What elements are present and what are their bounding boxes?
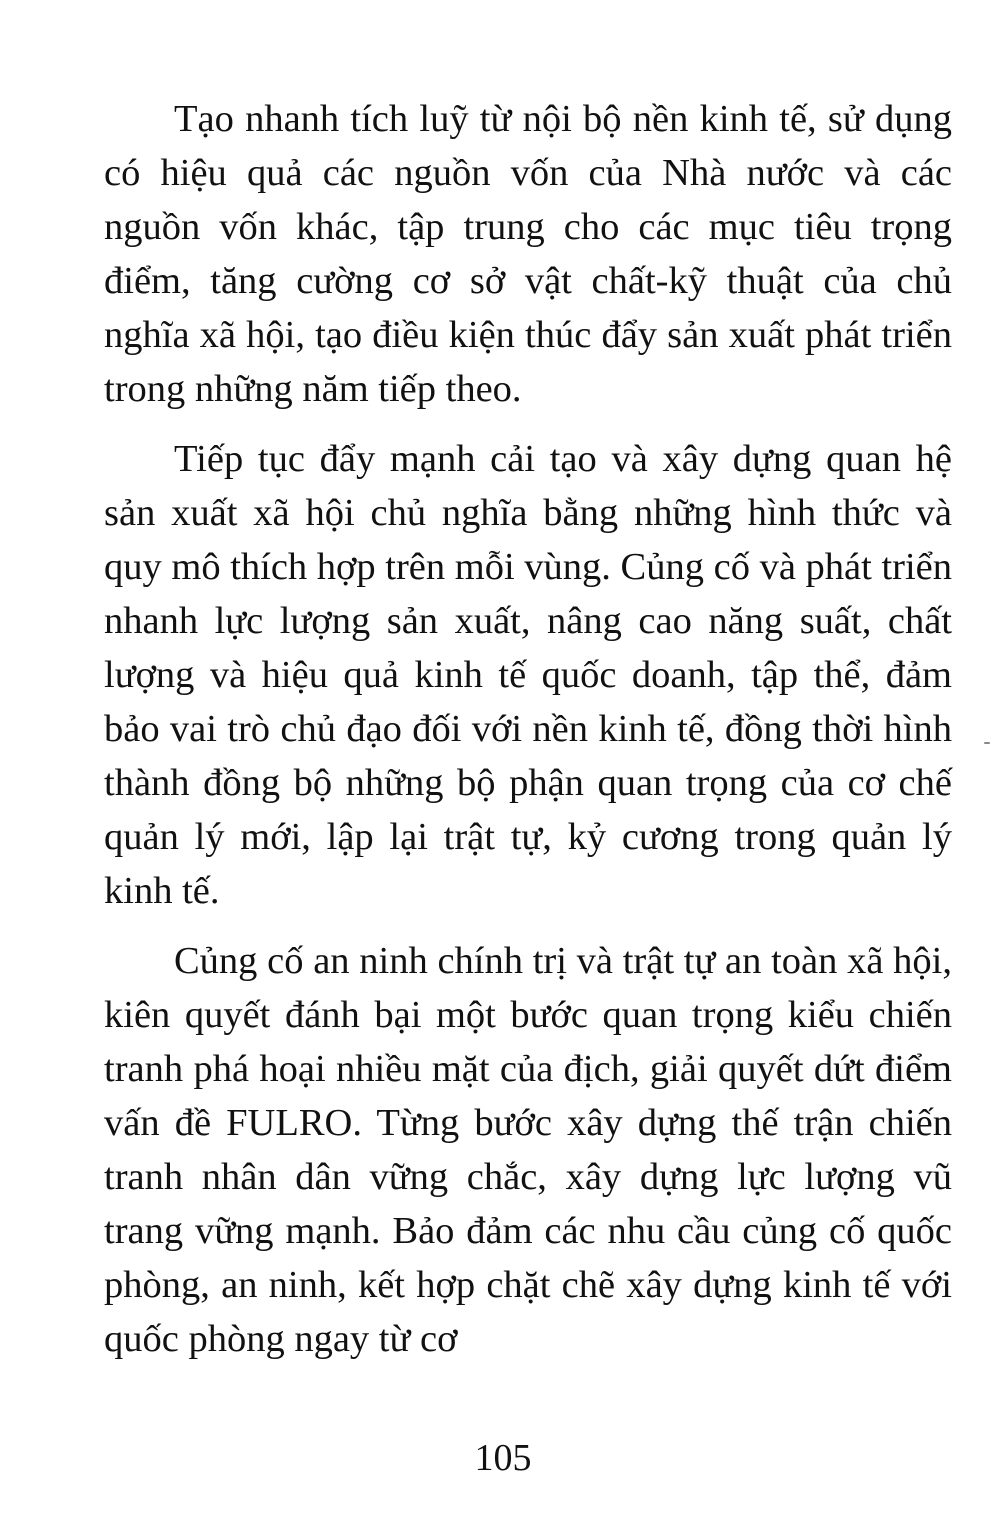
scan-speck: [984, 742, 990, 744]
body-text: [104, 92, 952, 1382]
paragraph-3: Củng cố an ninh chính trị và trật tự an toàn xã hội, kiên quyết đánh bại một bước quan trọng kiểu chiến tranh phá hoại nhiều mặt của địch, giải quyết dứt điểm vấn đề FULRO. Từng bước xây dựng thế trận chiến tranh nhân dân vững chắc, xây dựng lực lượng vũ trang vững mạnh. Bảo đảm các nhu cầu củng cố quốc phòng, an ninh, kết hợp chặt chẽ xây dựng kinh tế với quốc phòng ngay từ cơ: [104, 940, 952, 1360]
paragraph-2: Tiếp tục đẩy mạnh cải tạo và xây dựng quan hệ sản xuất xã hội chủ nghĩa bằng những hình thức và quy mô thích hợp trên mỗi vùng. Củng cố và phát triển nhanh lực lượng sản xuất, nâng cao năng suất, chất lượng và hiệu quả kinh tế quốc doanh, tập thể, đảm bảo vai trò chủ đạo đối với nền kinh tế, đồng thời hình thành đồng bộ những bộ phận quan trọng của cơ chế quản lý mới, lập lại trật tự, kỷ cương trong quản lý kinh tế.: [104, 438, 952, 912]
page-number: 105: [474, 1437, 532, 1479]
paragraph-1: Tạo nhanh tích luỹ từ nội bộ nền kinh tế, sử dụng có hiệu quả các nguồn vốn của Nhà nước và các nguồn vốn khác, tập trung cho các mục tiêu trọng điểm, tăng cường cơ sở vật chất-kỹ thuật của chủ nghĩa xã hội, tạo điều kiện thúc đẩy sản xuất phát triển trong những năm tiếp theo.: [104, 98, 952, 410]
